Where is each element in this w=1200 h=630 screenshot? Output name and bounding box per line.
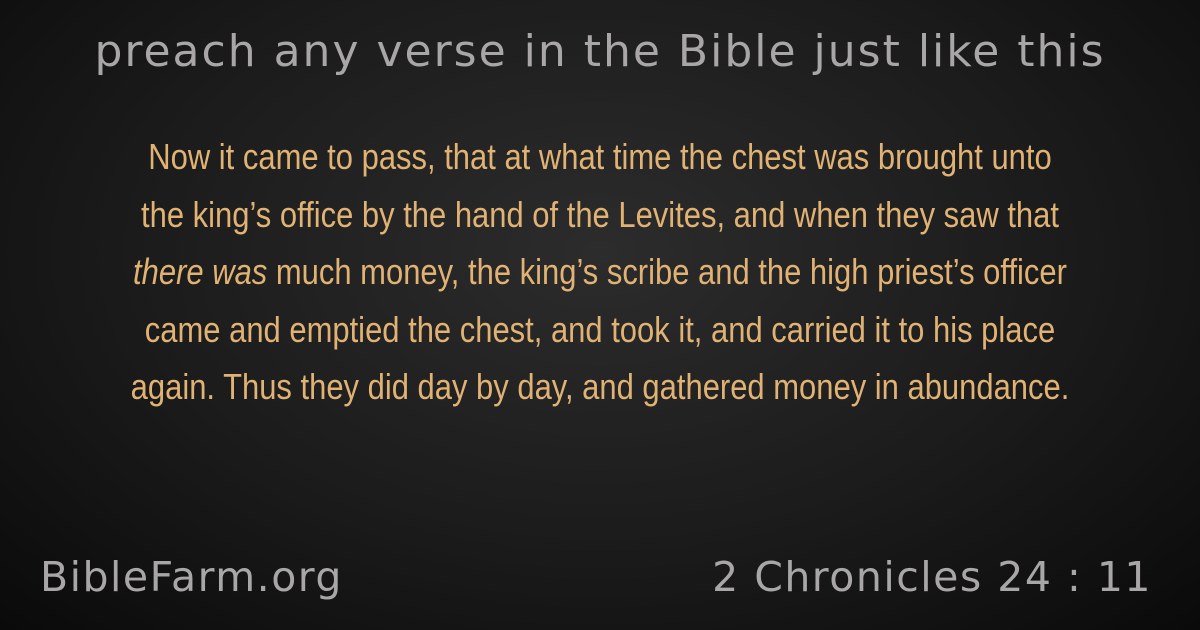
tagline: preach any verse in the Bible just like this — [94, 26, 1106, 77]
verse-reference: 2 Chronicles 24 : 11 — [712, 553, 1152, 601]
verse-text-part2: much money, the king’s scribe and the high priest’s officer came and emptied the chest, and took it, and carried it to his place again. Thus they did day by day, and gathered money in abundance. — [130, 251, 1070, 407]
verse-text — [123, 128, 1078, 416]
verse-italic-words: there was — [133, 251, 268, 292]
verse-text-part1: Now it came to pass, that at what time the chest was brought unto the king’s office by the hand of the Levites, and when they saw that — [141, 136, 1059, 235]
site-name: BibleFarm.org — [40, 553, 343, 601]
